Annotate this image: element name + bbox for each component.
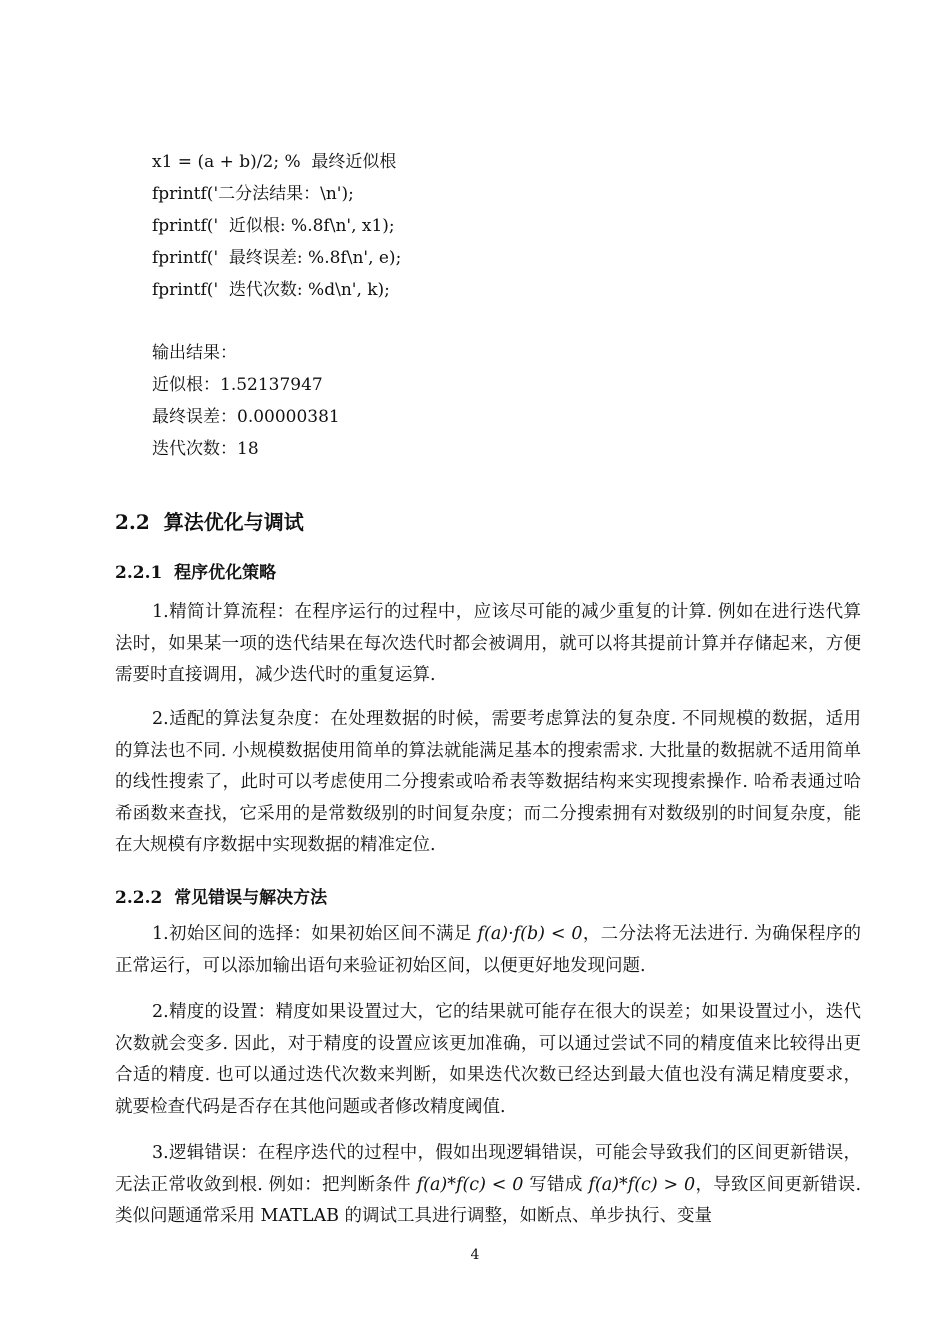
paragraph-text: ，导致区间更新错误. 类似问题通常采用 MATLAB 的调试工具进行调整，如断点、单步执行、变量 — [115, 1174, 862, 1226]
paragraph-text: 写错成 — [523, 1174, 589, 1195]
output-final-error: 最终误差：0.00000381 — [152, 407, 340, 427]
code-line: fprintf('二分法结果：\n'); — [152, 184, 354, 204]
paragraph: 2.精度的设置：精度如果设置过大，它的结果就可能存在很大的误差；如果设置过小，迭代次数就会变多. 因此，对于精度的设置应该更加准确，可以通过尝试不同的精度值来比较得出更合适的精度. 也可以通过迭代次数来判断，如果迭代次数已经达到最大值也没有满足精度要求，就要检查代码是否存在其他问题或者修改精度阈值. — [115, 1002, 861, 1117]
paragraph-text: ，二分法将无法进行. 为确保程序的正常运行，可以添加输出语句来验证初始区间，以便更好地发现问题. — [115, 924, 862, 976]
output-iterations: 迭代次数：18 — [152, 439, 259, 459]
code-block — [152, 146, 872, 306]
code-line: x1 = (a + b)/2; % 最终近似根 — [152, 152, 397, 172]
code-line: fprintf(' 近似根: %.8f\n', x1); — [152, 216, 395, 236]
paragraph: 1.精简计算流程：在程序运行的过程中，应该尽可能的减少重复的计算. 例如在进行迭代算法时，如果某一项的迭代结果在每次迭代时都会被调用，就可以将其提前计算并存储起来，方便需要时直接调用，减少迭代时的重复运算. — [115, 602, 861, 685]
page-number: 4 — [470, 1247, 480, 1263]
paragraph-text: 3.逻辑错误：在程序迭代的过程中，假如出现逻辑错误，可能会导致我们的区间更新错误，无法正常收敛到根. 例如：把判断条件 — [115, 1143, 861, 1195]
math-expression: f(a)*f(c) > 0 — [588, 1174, 696, 1195]
math-expression: f(a)·f(b) < 0 — [477, 924, 583, 944]
paragraph-text: 1.初始区间的选择：如果初始区间不满足 — [152, 924, 478, 944]
code-line: fprintf(' 迭代次数: %d\n', k); — [152, 280, 390, 300]
paragraph — [115, 1138, 861, 1233]
output-block — [152, 337, 872, 465]
math-expression: f(a)*f(c) < 0 — [416, 1174, 524, 1195]
paragraph: 2.适配的算法复杂度：在处理数据的时候，需要考虑算法的复杂度. 不同规模的数据，适用的算法也不同. 小规模数据使用简单的算法就能满足基本的搜索需求. 大批量的数据就不适用简单的线性搜索了，此时可以考虑使用二分搜索或哈希表等数据结构来实现搜索操作. 哈希表通过哈希函数来查找，它采用的是常数级别的时间复杂度；而二分搜索拥有对数级别的时间复杂度，能在大规模有序数据中实现数据的精准定位. — [115, 709, 861, 855]
code-line: fprintf(' 最终误差: %.8f\n', e); — [152, 248, 402, 268]
subsection-title: 2.2.1 程序优化策略 — [115, 563, 277, 583]
output-approx-root: 近似根：1.52137947 — [152, 375, 323, 395]
section-title: 2.2 算法优化与调试 — [115, 510, 304, 534]
output-heading: 输出结果： — [152, 343, 237, 363]
subsection-title: 2.2.2 常见错误与解决方法 — [115, 888, 328, 908]
paragraph — [115, 919, 861, 982]
